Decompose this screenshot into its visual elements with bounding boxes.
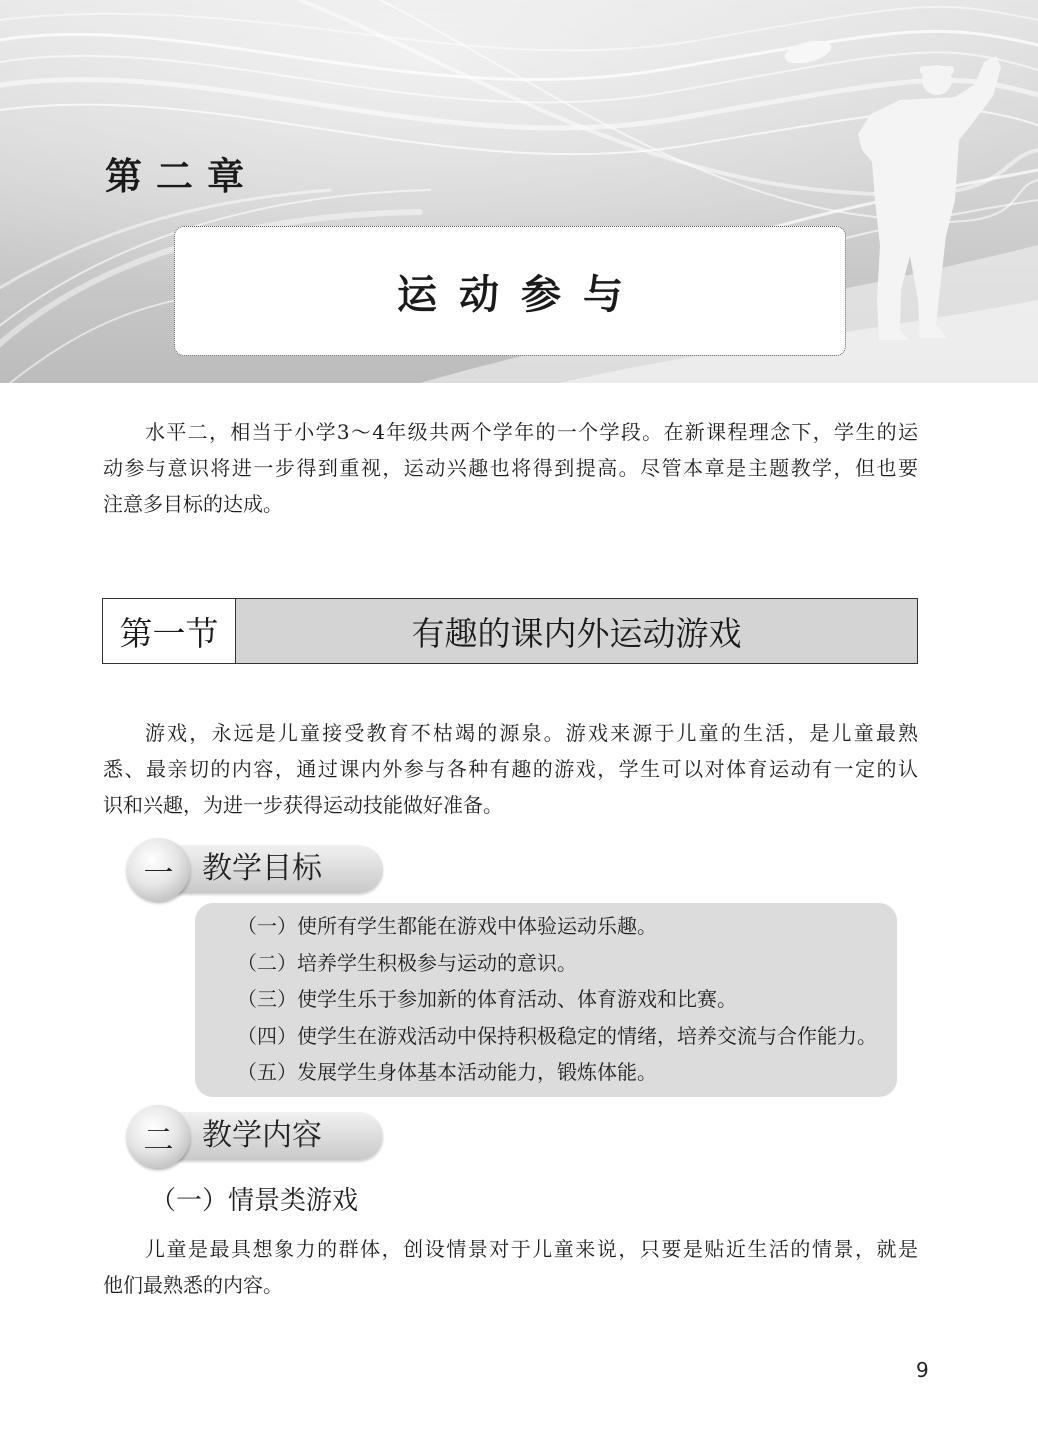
paragraph-line: 儿童是最具想象力的群体，创设情景对于儿童来说，只要是贴近生活的情景，就是	[145, 1237, 918, 1261]
list-item: （五）发展学生身体基本活动能力，锻炼体能。	[237, 1060, 657, 1084]
paragraph-line: 识和兴趣，为进一步获得运动技能做好准备。	[103, 793, 503, 817]
content-paragraph	[103, 1231, 918, 1303]
page-number: 9	[916, 1358, 929, 1382]
paragraph-line: 注意多目标的达成。	[103, 492, 283, 516]
heading-numeral: 一	[127, 838, 190, 901]
heading-label: 教学目标	[202, 851, 322, 886]
chapter-title: 运动参与	[397, 270, 645, 318]
list-item: （三）使学生乐于参加新的体育活动、体育游戏和比赛。	[237, 987, 737, 1011]
section-intro-paragraph	[103, 715, 918, 823]
section-title: 有趣的课内外运动游戏	[236, 599, 917, 663]
paragraph-line: 悉、最亲切的内容，通过课内外参与各种有趣的游戏，学生可以对体育运动有一定的认	[103, 757, 918, 781]
heading-label: 教学内容	[202, 1118, 322, 1153]
heading-teaching-objectives	[127, 838, 387, 901]
paragraph-line: 动参与意识将进一步得到重视，运动兴趣也将得到提高。尽管本章是主题教学，但也要	[103, 456, 918, 480]
chapter-banner	[0, 0, 1038, 383]
chapter-title-box	[174, 226, 846, 356]
objectives-box	[195, 903, 897, 1097]
chapter-label: 第二章	[105, 154, 259, 198]
intro-paragraph	[103, 414, 918, 522]
list-item: （四）使学生在游戏活动中保持积极稳定的情绪，培养交流与合作能力。	[237, 1023, 877, 1048]
section-header	[102, 598, 918, 664]
list-item: （二）培养学生积极参与运动的意识。	[237, 950, 577, 975]
paragraph-line: 水平二，相当于小学3～4年级共两个学年的一个学段。在新课程理念下，学生的运	[145, 420, 918, 444]
list-item: （一）使所有学生都能在游戏中体验运动乐趣。	[237, 914, 657, 938]
heading-teaching-content	[127, 1105, 387, 1168]
paragraph-line: 游戏，永远是儿童接受教育不枯竭的源泉。游戏来源于儿童的生活，是儿童最熟	[145, 721, 918, 745]
paragraph-line: 他们最熟悉的内容。	[103, 1273, 283, 1297]
heading-numeral: 二	[127, 1105, 190, 1168]
subheading: （一）情景类游戏	[150, 1186, 359, 1216]
section-label: 第一节	[103, 599, 236, 663]
